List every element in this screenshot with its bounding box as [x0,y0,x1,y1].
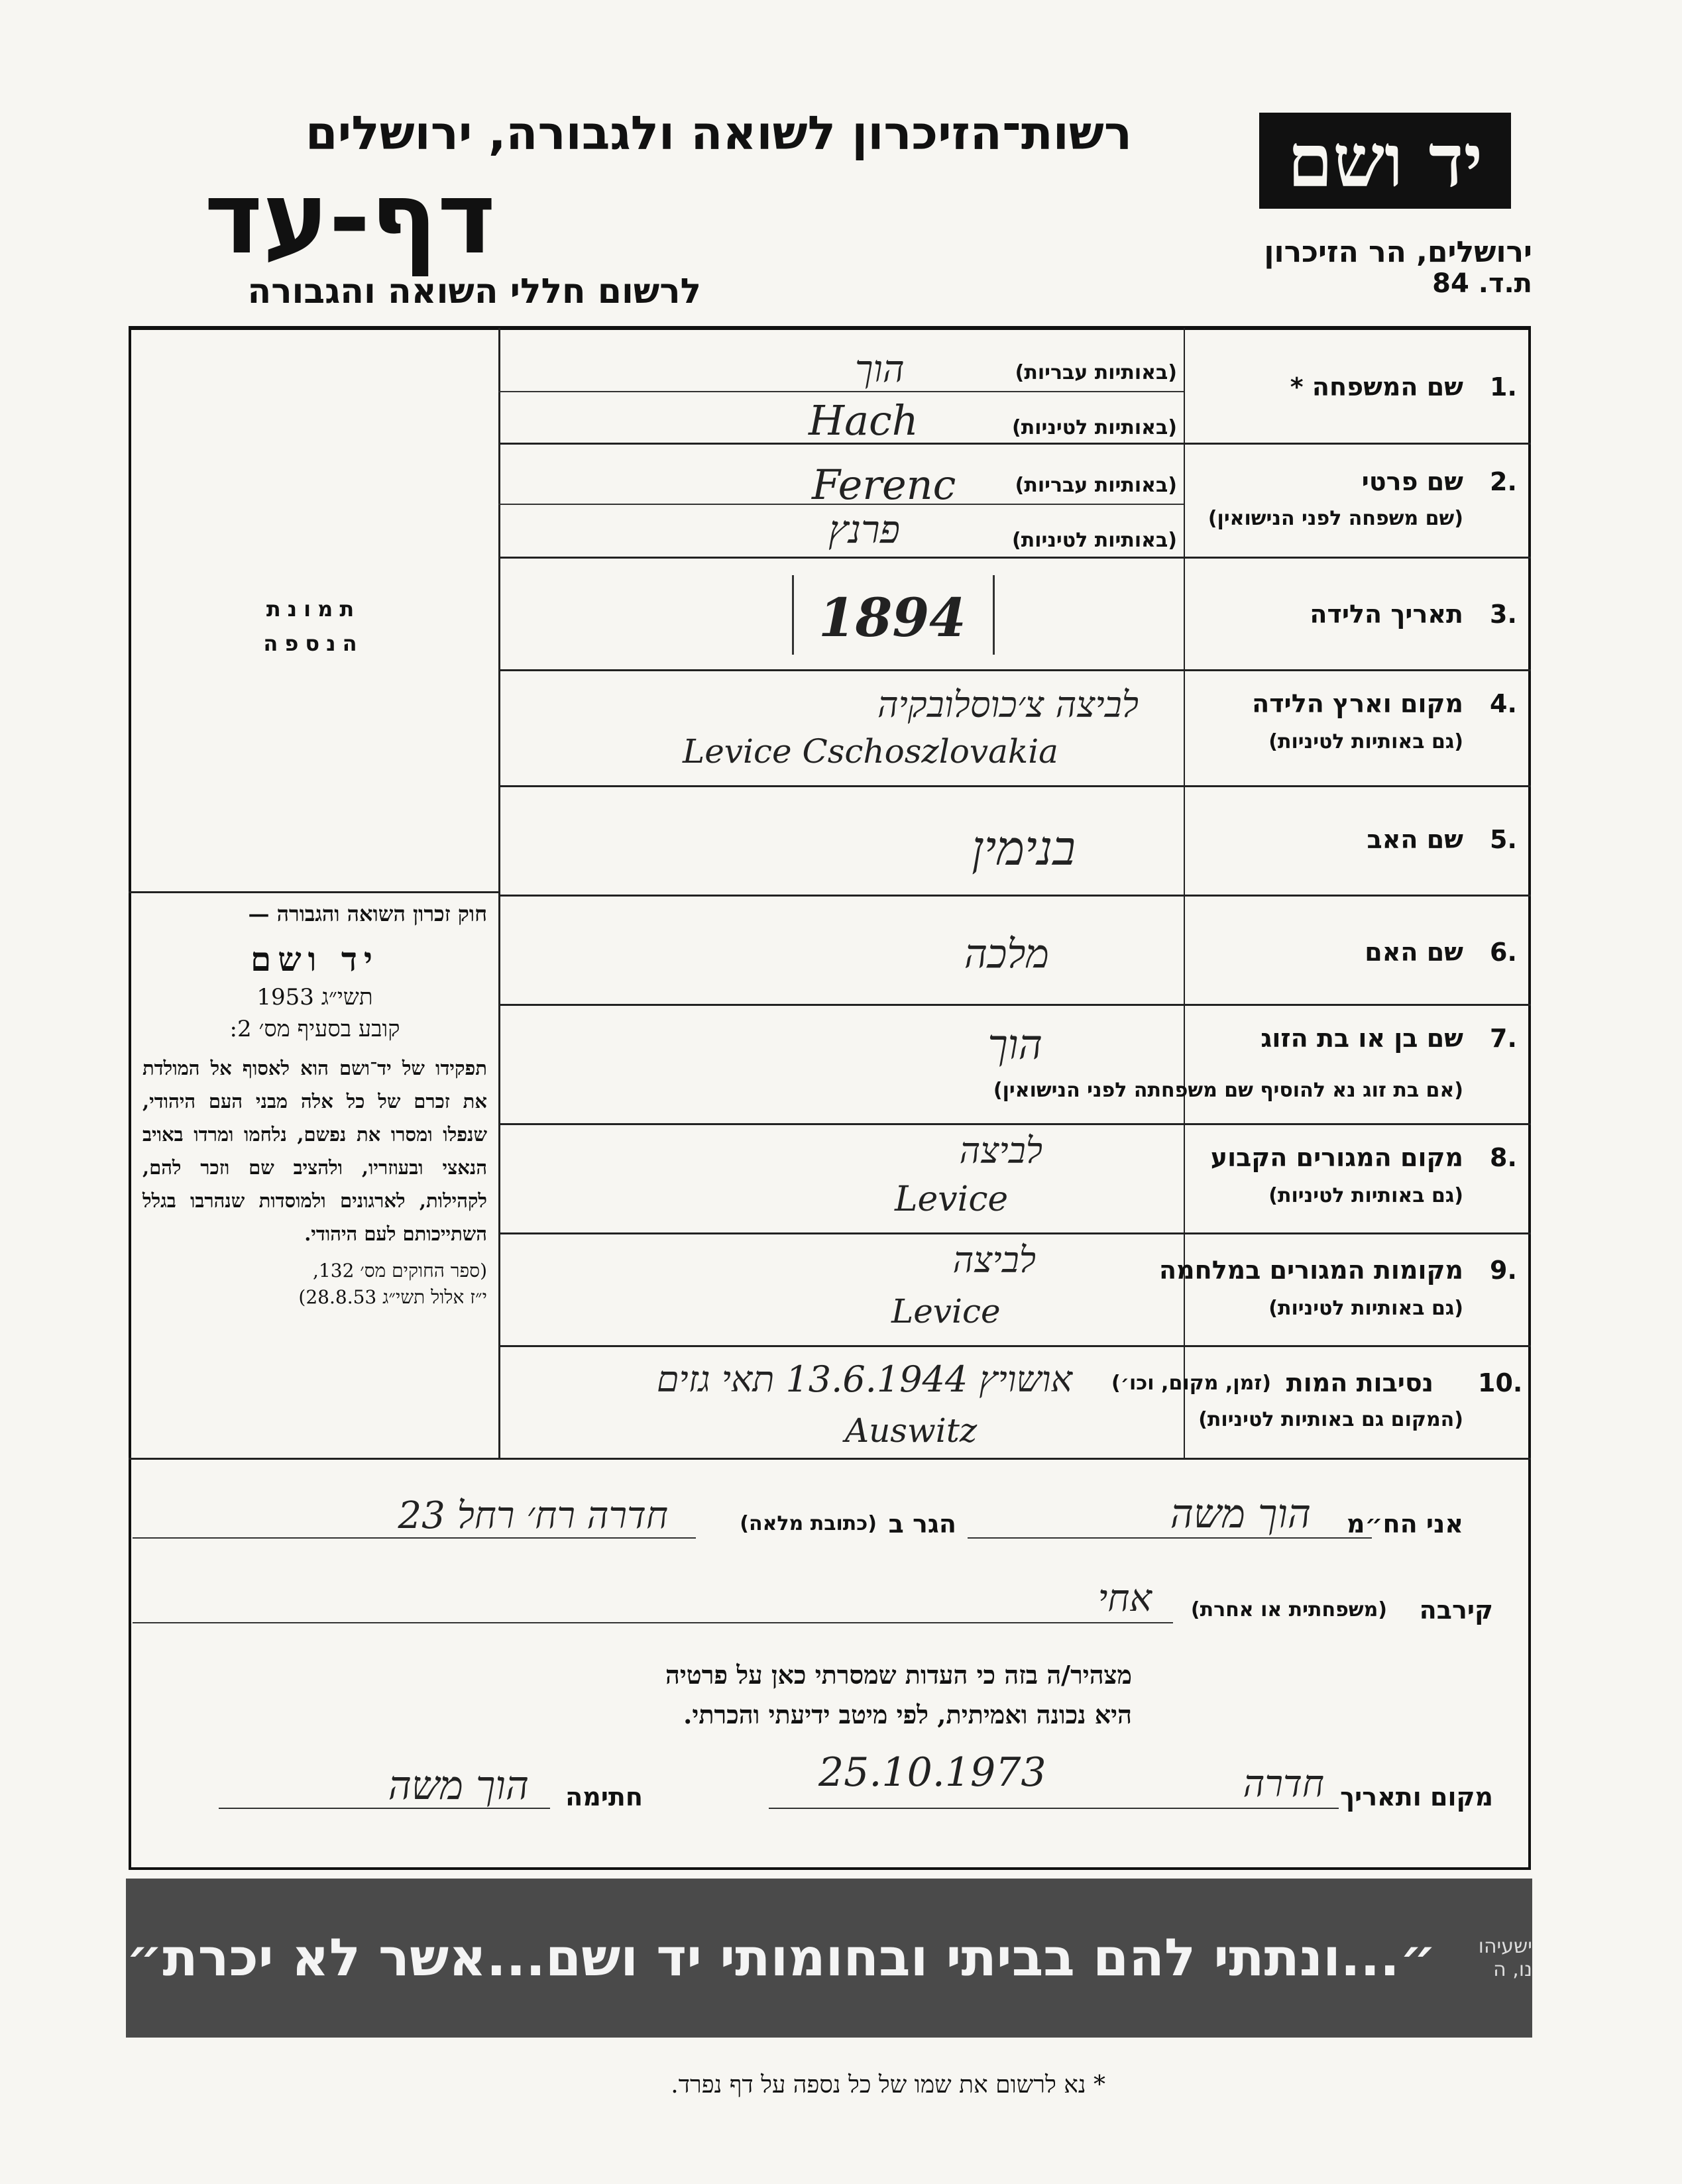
row-sep [498,557,1531,559]
row-sep [498,785,1531,787]
logo-text: יד ושם [1287,117,1483,203]
address-line-2: ת.ד. 84 [1432,268,1532,299]
field-9-label: מקומות המגורים במלחמה [1158,1256,1463,1285]
field-1-hint-hebrew: (באותיות עבריות) [1015,361,1177,384]
law-ref-2: י״ז אלול תשי״ג 28.8.53) [298,1286,487,1308]
field-3-number: 3. [1490,600,1517,629]
statement-line-2: היא נכונה ואמיתית, לפי מיטב ידיעתי והכרתי. [683,1700,1132,1729]
field-2-value-hebrew[interactable]: פרנץ [828,507,900,552]
field-10-number: 10. [1478,1368,1523,1397]
field-4-number: 4. [1490,689,1517,718]
field-9-number: 9. [1490,1256,1517,1285]
photo-label-1: תמונת [266,596,361,622]
field-8-number: 8. [1490,1143,1517,1172]
field-7-value[interactable]: הוך [987,1020,1042,1069]
field-4-value-hebrew[interactable]: לביצה צ׳כוסלובקיה [877,684,1139,726]
quote-banner [126,1879,1532,2038]
declarant-name-label: אני הח״מ [1347,1509,1463,1539]
field-5-value[interactable]: בנימין [972,820,1076,876]
relation-hint: (משפחתית או אחרת) [1190,1598,1387,1621]
field-10-value-hebrew[interactable]: אושויץ 13.6.1944 תאי גזים [656,1358,1072,1400]
field-1-label: שם המשפחה * [1290,372,1463,402]
field-7-label: שם בן או בת הזוג [1261,1024,1463,1053]
field-1-hint-latin: (באותיות לטיניות) [1012,416,1177,439]
field-7-number: 7. [1490,1024,1517,1053]
field-6-value[interactable]: מלכה [964,931,1049,977]
field-1-value-hebrew[interactable]: הוך [855,348,905,391]
declarant-name-value[interactable]: הוך משה [1170,1491,1311,1537]
row-sep [498,895,1531,897]
banner-source: ישעיהו נו, ה [1478,1935,1532,1981]
row-sep [498,669,1531,671]
signature-value[interactable]: הוך משה [388,1763,529,1809]
field-4-sub: (גם באותיות לטיניות) [1268,730,1463,753]
law-title: חוק זכרון השואה והגבורה — [248,901,487,926]
place-date-line [769,1808,1339,1809]
field-3-value[interactable]: 1894 [818,586,966,649]
row-sep [498,443,1531,445]
law-year: תשי״ג 1953 [256,984,373,1010]
field-10-sub: (המקום גם באותיות לטיניות) [1198,1408,1463,1431]
relation-value[interactable]: אחי [1097,1577,1152,1620]
photo-label-2: הנספה [263,631,364,656]
place-value[interactable]: חדרה [1243,1763,1324,1806]
law-text: תפקידו של יד־ושם הוא לאסוף אל המולדת את זכרם של כל אלה מבני העם היהודי, שנפלו ומסרו את נפשם, נלחמו ומרדו באויב הנאצי ובעוזריו, ולהציב שם וזכר להם, לקהילות, לארגונים ולמוסדות שנהרבו בגלל השתייכותם לעם היהודי. [142,1057,487,1245]
write-line [498,391,1184,392]
form-title: דף-עד [204,161,496,276]
field-4-value-latin[interactable]: Levice Cschoszlovakia [683,732,1058,771]
declarant-address-hint: (כתובת מלאה) [740,1512,877,1535]
field-1-number: 1. [1490,372,1517,402]
row-sep [498,1004,1531,1006]
authority-name: רשות־הזיכרון לשואה ולגבורה, ירושלים [305,106,1132,160]
grid-bottom-line [129,1458,1531,1460]
field-2-label: שם פרטי [1361,467,1463,496]
field-4-label: מקום וארץ הלידה [1252,689,1463,718]
law-clause: קובע בסעיף מס׳ 2: [229,1016,400,1042]
form-subtitle: לרשום חללי השואה והגבורה [247,272,701,311]
law-box [142,901,487,1309]
field-8-value-hebrew[interactable]: לביצה [959,1130,1042,1172]
place-date-label: מקום ותאריך [1340,1782,1493,1812]
signature-label: חתימה [565,1782,643,1812]
law-ref-1: (ספר החוקים מס׳ 132, [313,1260,487,1282]
field-2-sub: (שם משפחה לפני הנישואין) [1207,507,1463,530]
field-8-label: מקום המגורים הקבוע [1210,1143,1463,1172]
sidebar-separator [129,891,498,893]
field-9-value-hebrew[interactable]: לביצה [952,1239,1036,1281]
field-8-value-latin[interactable]: Levice [895,1179,1009,1219]
field-6-label: שם האם [1365,938,1463,967]
law-name: יד ושם [251,940,379,979]
field-2-hint-latin: (באותיות לטיניות) [1012,529,1177,552]
declarant-name-line [968,1537,1372,1539]
field-9-sub: (גם באותיות לטיניות) [1268,1297,1463,1320]
field-9-value-latin[interactable]: Levice [891,1292,1001,1331]
field-5-label: שם האב [1367,825,1463,854]
field-5-number: 5. [1490,825,1517,854]
footnote: * נא לרשום את שמו של כל נספה על דף נפרד. [671,2071,1105,2099]
sidebar-divider [498,328,500,1458]
date-value[interactable]: 25.10.1973 [818,1749,1046,1796]
row-sep [498,1123,1531,1125]
declarant-address-label: הגר ב [888,1509,956,1539]
photo-area [129,596,498,656]
field-6-number: 6. [1490,938,1517,967]
banner-quote: ״...ונתתי להם בביתי ובחומותי יד ושם...אשר לא יכרת״ [126,1928,1437,1988]
field-10-hint: (זמן, מקום, וכו׳) [1111,1372,1271,1395]
field-8-sub: (גם באותיות לטיניות) [1268,1184,1463,1207]
field-10-value-latin[interactable]: Auswitz [845,1411,978,1450]
statement-line-1: מצהיר/ה בזה כי העדות שמסרתי כאן על פרטיה [665,1660,1132,1690]
field-7-sub: (אם בת זוג נא להוסיף שם משפחתה לפני הנישואין) [993,1079,1463,1102]
address-line-1: ירושלים, הר הזיכרון [1264,235,1532,269]
relation-label: קירבה [1419,1596,1493,1625]
field-2-number: 2. [1490,467,1517,496]
row-sep [498,1345,1531,1347]
relation-line [133,1622,1173,1623]
field-2-hint-hebrew: (באותיות עבריות) [1015,474,1177,497]
field-3-label: תאריך הלידה [1310,600,1463,629]
field-10-label: נסיבות המות [1286,1368,1433,1397]
declarant-address-line [133,1537,696,1539]
column-divider [1184,328,1185,1458]
field-2-value-latin[interactable]: Ferenc [812,461,956,509]
logo-box [1259,113,1511,209]
row-sep [498,1232,1531,1234]
field-1-value-latin[interactable]: Hach [809,396,919,445]
declarant-address-value[interactable]: חדרה רח׳ רחל 23 [398,1494,668,1537]
